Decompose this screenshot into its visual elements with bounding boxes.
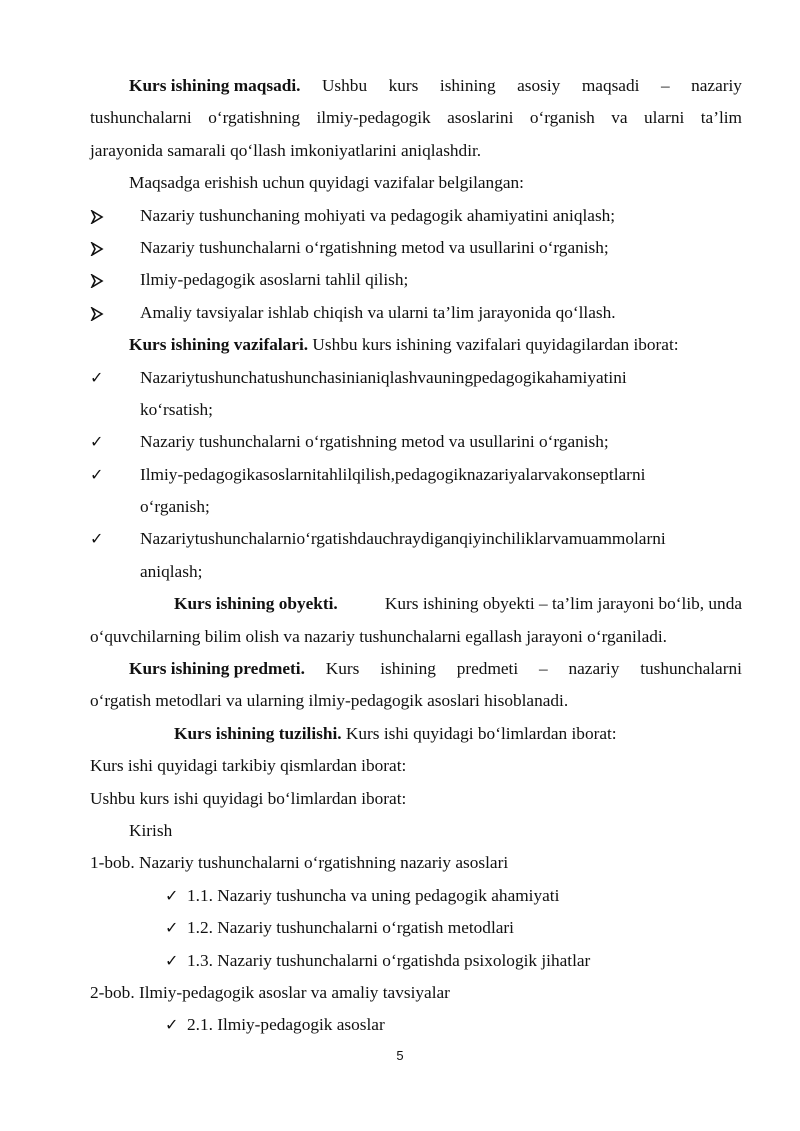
bob2-heading: 2-bob. Ilmiy-pedagogik asoslar va amaliy tavsiyalar bbox=[90, 982, 450, 1002]
tuzilish-line-2: Ushbu kurs ishi quyidagi bo‘limlardan iborat: bbox=[90, 788, 407, 808]
predmet-line-2: o‘rgatish metodlari va ularning ilmiy-pedagogik asoslari hisoblanadi. bbox=[90, 691, 569, 711]
checkmark-icon: ✓ bbox=[165, 918, 179, 938]
list-item: ✓ Ilmiy-pedagogikasoslarnitahlilqilish,pedagogiknazariyalarvakonseptlarni bbox=[90, 459, 742, 491]
list-item: ✓ Nazariytushunchalarnio‘rgatishdauchraydiganqiyinchiliklarvamuammolarni bbox=[90, 523, 742, 555]
toc-item: ✓ 1.1. Nazariy tushuncha va uning pedagogik ahamiyati bbox=[90, 880, 742, 912]
list-item-cont: ko‘rsatish; bbox=[140, 399, 213, 419]
vazifalar-text: Ushbu kurs ishining vazifalari quyidagilardan iborat: bbox=[308, 335, 679, 355]
toc-item: ✓ 2.1. Ilmiy-pedagogik asoslar bbox=[90, 1009, 742, 1041]
list-item: Ilmiy-pedagogik asoslarni tahlil qilish; bbox=[90, 264, 742, 296]
list-item: Amaliy tavsiyalar ishlab chiqish va ularni ta’lim jarayonida qo‘llash. bbox=[90, 297, 742, 329]
arrow-bullet-icon bbox=[90, 297, 112, 329]
list-item: Nazariy tushunchalarni o‘rgatishning metod va usullarini o‘rganish; bbox=[90, 232, 742, 264]
toc-item: ✓ 1.3. Nazariy tushunchalarni o‘rgatishda psixologik jihatlar bbox=[90, 945, 742, 977]
bob1-heading: 1-bob. Nazariy tushunchalarni o‘rgatishning nazariy asoslari bbox=[90, 853, 509, 873]
tuzilish-line-1: Kurs ishi quyidagi tarkibiy qismlardan iborat: bbox=[90, 756, 407, 776]
tuzilish-text: Kurs ishi quyidagi bo‘limlardan iborat: bbox=[341, 723, 617, 743]
list-item-cont: aniqlash; bbox=[140, 561, 203, 581]
maqsad-line-3: jarayonida samarali qo‘llash imkoniyatlarini aniqlashdir. bbox=[90, 140, 482, 160]
checkmark-icon: ✓ bbox=[165, 1015, 179, 1035]
arrow-bullet-icon bbox=[90, 264, 112, 296]
list-item: ✓ Nazariy tushunchalarni o‘rgatishning metod va usullarini o‘rganish; bbox=[90, 426, 742, 458]
arrow-bullet-icon bbox=[90, 232, 112, 264]
maqsad-line-2: tushunchalarni o‘rgatishning ilmiy-pedagogik asoslarini o‘rganish va ularni ta’lim bbox=[90, 108, 742, 128]
obyekt-line-1: Kurs ishining obyekti. Kurs ishining obyekti – ta’lim jarayoni bo‘lib, unda bbox=[174, 594, 742, 614]
maqsad-title: Kurs ishining maqsadi. bbox=[129, 76, 301, 95]
predmet-line-1: Kurs ishining predmeti. Kurs ishining predmeti – nazariy tushunchalarni bbox=[129, 659, 742, 679]
obyekt-line-2: o‘quvchilarning bilim olish va nazariy tushunchalarni egallash jarayoni o‘rganiladi. bbox=[90, 626, 667, 646]
tuzilish-title: Kurs ishining tuzilishi. bbox=[174, 723, 342, 743]
arrow-bullet-icon bbox=[90, 200, 112, 232]
vazifalar-title: Kurs ishining vazifalari. bbox=[129, 335, 309, 355]
checkmark-icon: ✓ bbox=[90, 464, 104, 484]
toc-item: ✓ 1.2. Nazariy tushunchalarni o‘rgatish metodlari bbox=[90, 912, 742, 944]
checkmark-icon: ✓ bbox=[90, 432, 104, 452]
checkmark-icon: ✓ bbox=[165, 885, 179, 905]
tuzilish-heading bbox=[90, 718, 742, 750]
list-item: Nazariy tushunchaning mohiyati va pedagogik ahamiyatini aniqlash; bbox=[90, 200, 742, 232]
list-item: ✓ Nazariytushunchatushunchasinianiqlashvauningpedagogikahamiyatini bbox=[90, 362, 742, 394]
checkmark-icon: ✓ bbox=[90, 367, 104, 387]
maqsad-intro: Maqsadga erishish uchun quyidagi vazifalar belgilangan: bbox=[129, 173, 524, 193]
kirish-item: Kirish bbox=[129, 820, 173, 840]
list-item-cont: o‘rganish; bbox=[140, 497, 210, 517]
document-page bbox=[90, 70, 742, 1042]
page-number: 5 bbox=[396, 1048, 404, 1063]
predmet-title: Kurs ishining predmeti. bbox=[129, 659, 305, 679]
checkmark-icon: ✓ bbox=[165, 950, 179, 970]
checkmark-icon: ✓ bbox=[90, 529, 104, 549]
vazifalar-heading bbox=[90, 329, 742, 361]
maqsad-line-1: Kurs ishining maqsadi. Ushbu kurs ishining asosiy maqsadi – nazariy bbox=[129, 76, 742, 95]
obyekt-title: Kurs ishining obyekti. bbox=[174, 594, 338, 614]
